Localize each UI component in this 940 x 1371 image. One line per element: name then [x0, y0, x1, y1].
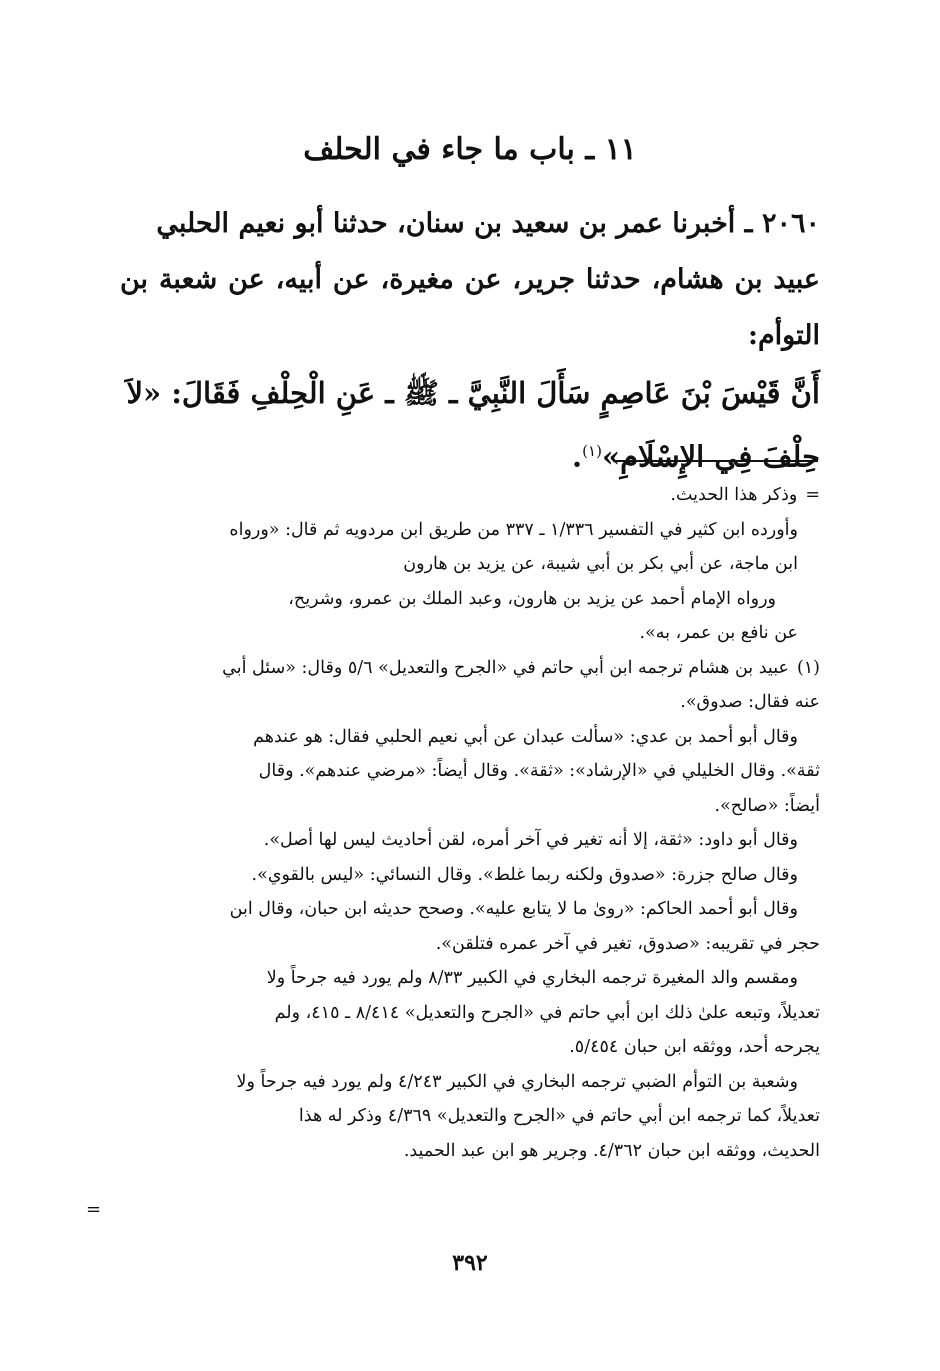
- footnote-text: حجر في تقريبه: «صدوق، تغير في آخر عمره فتلقن».: [435, 933, 820, 954]
- matn-line-1: أَنَّ قَيْسَ بْنَ عَاصِمٍ سَأَلَ النَّبِيَّ ـ ﷺ ـ عَنِ الْحِلْفِ فَقَالَ: «لاَ: [126, 376, 820, 410]
- isnad-line-1: ٢٠٦٠ ـ أخبرنا عمر بن سعيد بن سنان، حدثنا أبو نعيم الحلبي: [156, 208, 820, 239]
- footnote-text: وقال أبو أحمد بن عدي: «سألت عبدان عن أبي نعيم الحلبي فقال: هو عندهم: [253, 726, 798, 747]
- footnote-text: الحديث، ووثقه ابن حبان ٤/٣٦٢. وجرير هو ابن عبد الحميد.: [403, 1140, 820, 1161]
- footnote-text: وقال أبو داود: «ثقة، إلا أنه تغير في آخر أمره، لقن أحاديث ليس لها أصل».: [263, 830, 798, 850]
- footnote-text: تعديلاً، وتبعه علىٰ ذلك ابن أبي حاتم في «الجرح والتعديل» ٨/٤١٤ ـ ٤١٥، ولم: [274, 1002, 820, 1023]
- footnote-text: وذكر هذا الحديث.: [670, 485, 798, 505]
- footnote-continues-marker: =: [86, 1199, 102, 1220]
- footnotes: [120, 478, 820, 1168]
- matn-text: حِلْفَ فِي الإِسْلَامِ»: [601, 439, 820, 474]
- footnote-text: عن نافع بن عمر، به».: [639, 623, 798, 643]
- footnote-1: [120, 651, 820, 686]
- footnote-text: وقال صالح جزرة: «صدوق ولكنه ربما غلط». وقال النسائي: «ليس بالقوي».: [251, 864, 798, 885]
- footnote-text: وشعبة بن التوأم الضبي ترجمه البخاري في الكبير ٤/٢٤٣ ولم يورد فيه جرحاً ولا: [236, 1071, 798, 1092]
- footnote-text: ومقسم والد المغيرة ترجمه البخاري في الكبير ٨/٣٣ ولم يورد فيه جرحاً ولا: [266, 968, 798, 988]
- footnote-text: عنه فقال: صدوق».: [680, 692, 820, 712]
- footnote-text: وأورده ابن كثير في التفسير ١/٣٣٦ ـ ٣٣٧ من طريق ابن مردويه ثم قال: «ورواه: [229, 519, 798, 540]
- footnote-ref[interactable]: (١): [582, 442, 602, 460]
- footnote-text: تعديلاً، كما ترجمه ابن أبي حاتم في «الجرح والتعديل» ٤/٣٦٩ وذكر له هذا: [298, 1106, 820, 1126]
- footnote-text: أيضاً: «صالح».: [714, 795, 820, 816]
- page-number: ٣٩٢: [452, 1250, 488, 1276]
- chapter-title: ١١ ـ باب ما جاء في الحلف: [303, 132, 637, 167]
- footnote-separator: [613, 460, 818, 462]
- footnote-1-marker: (١): [796, 657, 820, 678]
- matn-line-2: [120, 422, 820, 486]
- isnad-line-2: عبيد بن هشام، حدثنا جرير، عن مغيرة، عن أبيه، عن شعبة بن التوأم:: [120, 264, 820, 351]
- matn-end: .: [572, 439, 583, 474]
- footnote-text: ابن ماجة، عن أبي بكر بن أبي شيبة، عن يزيد بن هارون: [403, 554, 798, 574]
- footnote-text: وقال أبو أحمد الحاكم: «روىٰ ما لا يتابع عليه». وصحح حديثه ابن حبان، وقال ابن: [229, 899, 798, 919]
- footnote-text: عبيد بن هشام ترجمه ابن أبي حاتم في «الجرح والتعديل» ٥/٦ وقال: «سئل أبي: [222, 657, 789, 678]
- footnote-text: ورواه الإمام أحمد عن يزيد بن هارون، وعبد الملك بن عمرو، وشريح،: [288, 588, 776, 609]
- footnote-text: ثقة». وقال الخليلي في «الإرشاد»: «ثقة». وقال أيضاً: «مرضي عندهم». وقال: [258, 761, 820, 781]
- footnote-continuation-line: [120, 478, 820, 513]
- continuation-marker: =: [805, 485, 820, 505]
- footnote-text: يجرحه أحد، ووثقه ابن حبان ٥/٤٥٤.: [569, 1037, 820, 1057]
- hadith-block: [120, 196, 820, 486]
